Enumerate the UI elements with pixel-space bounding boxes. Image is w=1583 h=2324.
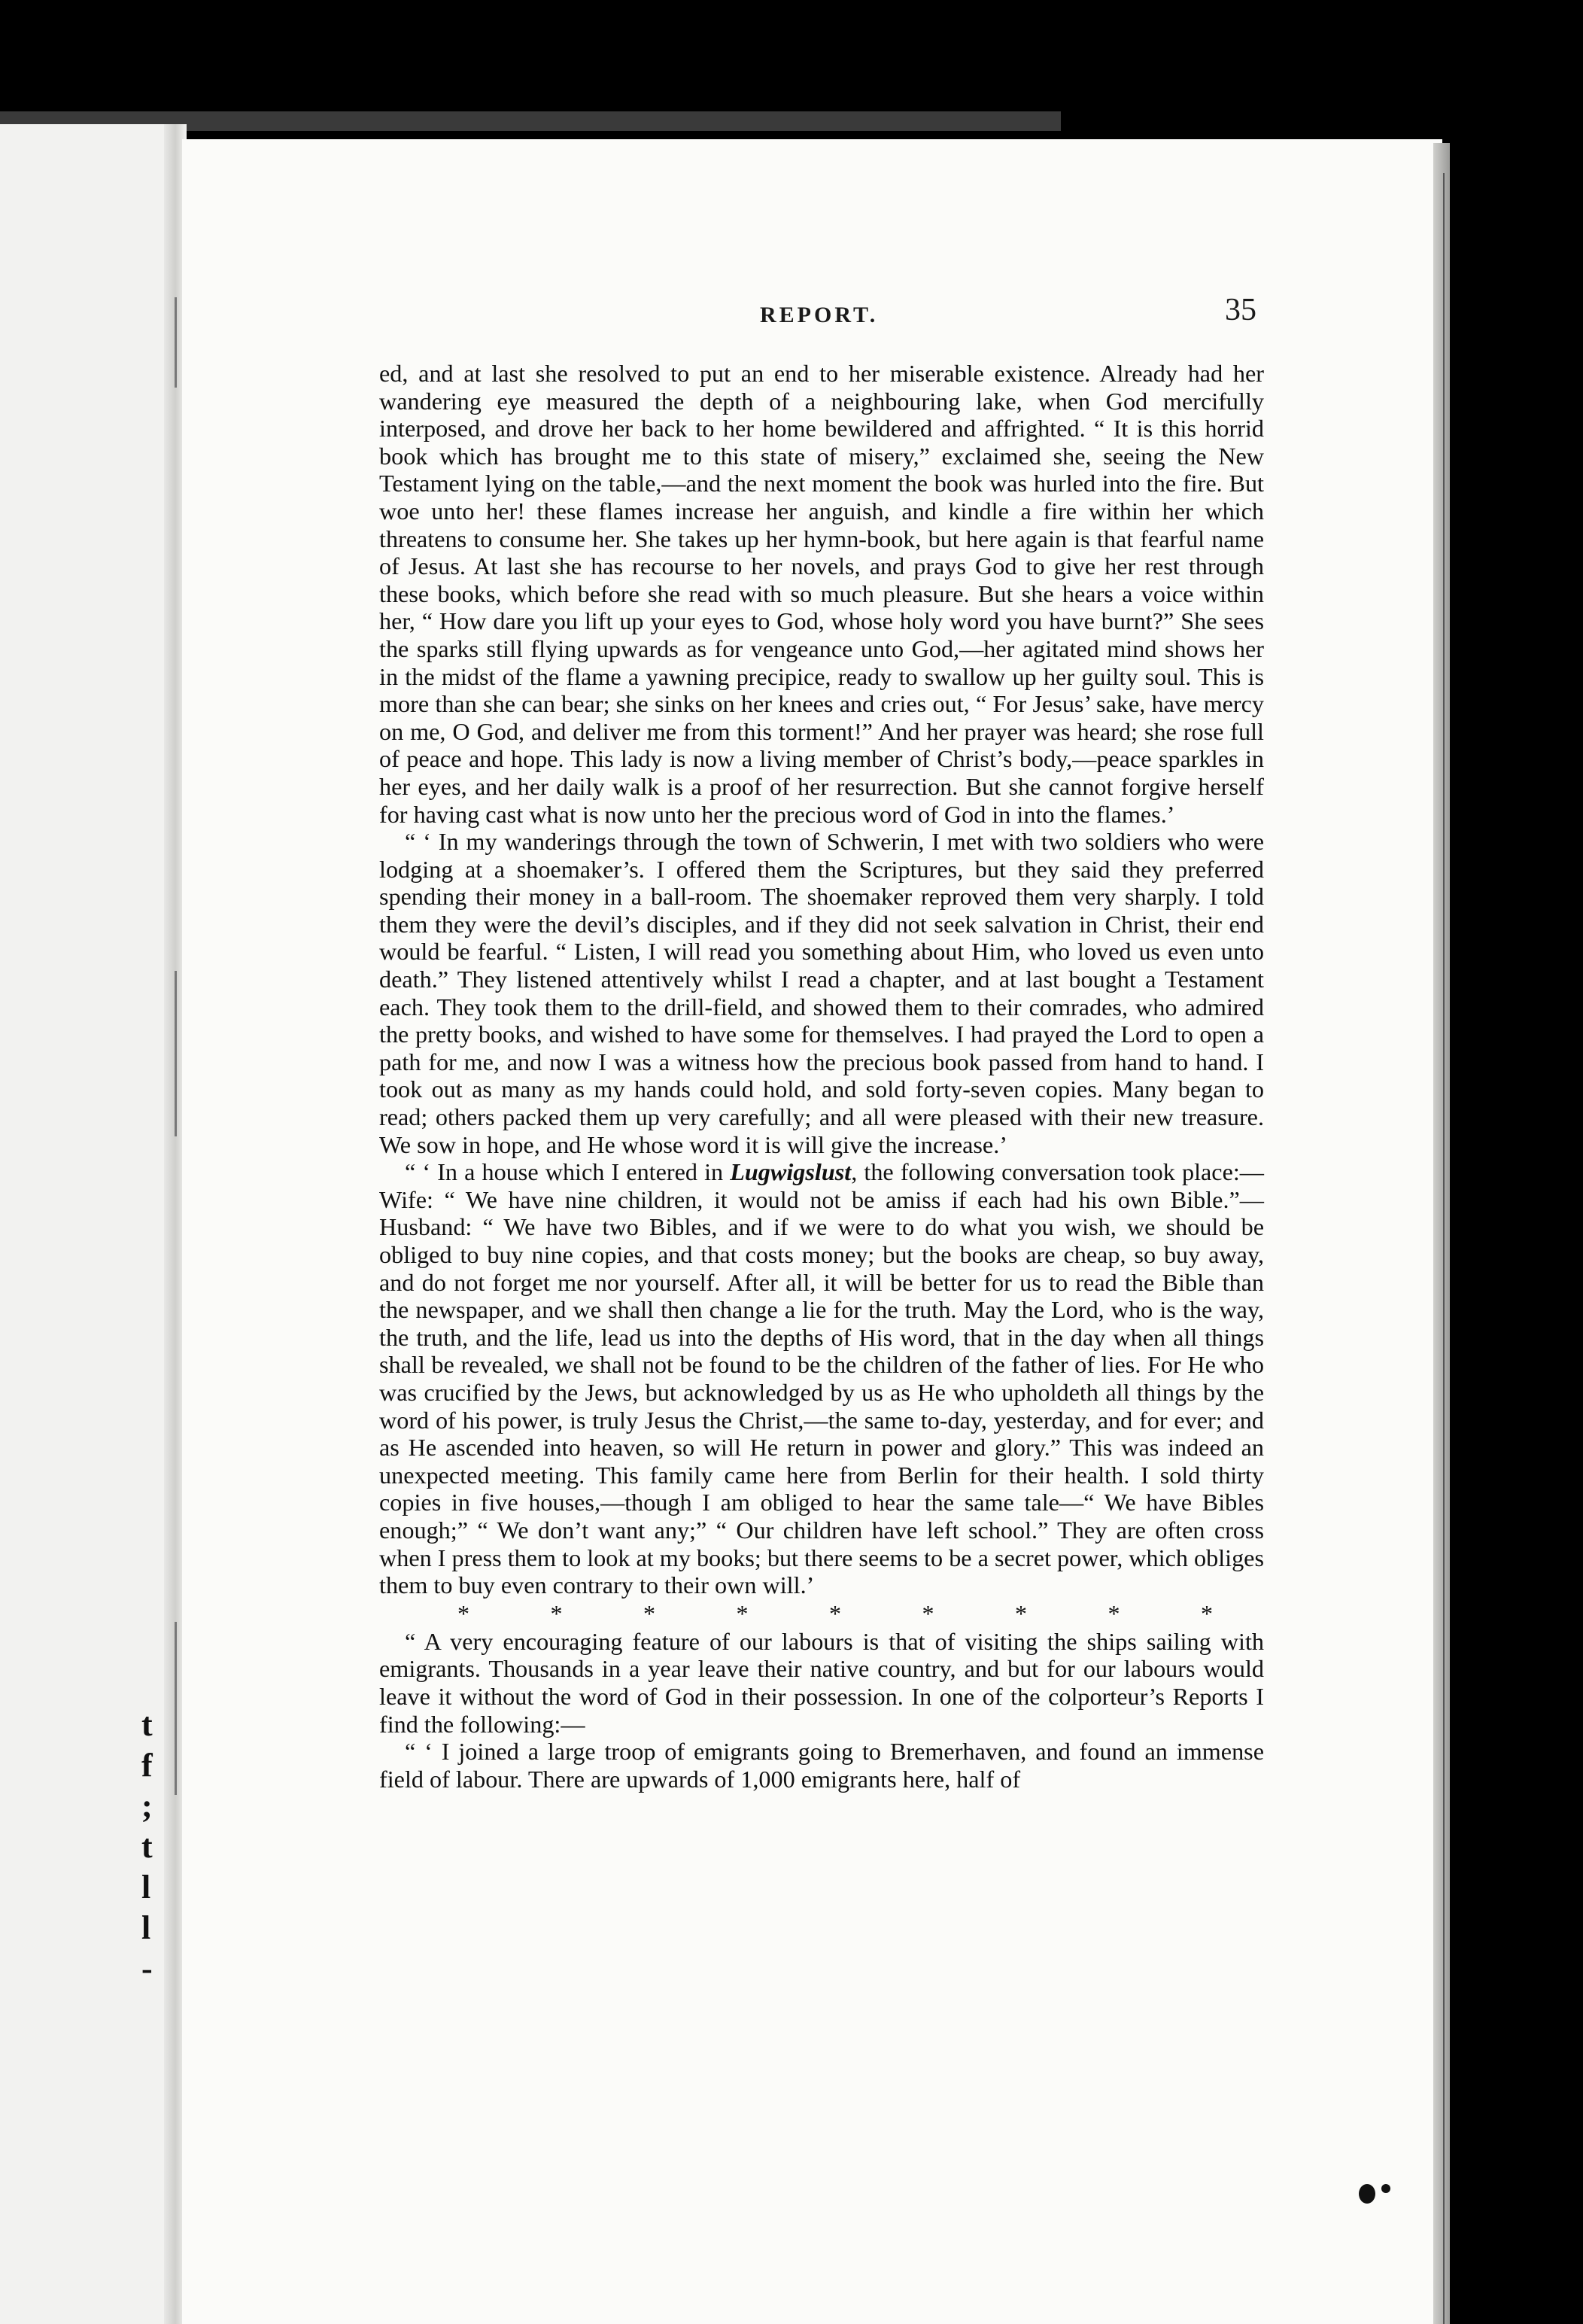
paragraph-text: “ ‘ In a house which I entered in — [405, 1158, 731, 1186]
separator-star: * — [922, 1599, 934, 1627]
page-edge-stack — [1433, 143, 1450, 2324]
paragraph: “ A very encouraging feature of our labours is that of visiting the ships sailing with emigrants. Thousands in a year leave their native country, and but for our labours would leave it without the word of God in their possession. In one of the colporteur’s Reports I find the following:— — [379, 1627, 1264, 1738]
separator-star: * — [736, 1599, 749, 1627]
paragraph: ed, and at last she resolved to put an end to her miserable existence. Already had her wandering eye measured the depth of a neighbouring lake, when God mercifully interposed, and drove her back to her home bewildered and affrighted. “ It is this horrid book which has brought me to this state of misery,” exclaimed she, seeing the New Testament lying on the table,—and the next moment the book was hurled into the fire. But woe unto her! these flames increase her anguish, and kindle a fire within her which threatens to consume her. She takes up her hymn-book, but here again is that fearful name of Jesus. At last she has recourse to her novels, and prays God to give her rest through these books, which before she read with so much pleasure. But she hears a voice within her, “ How dare you lift up your eyes to God, whose holy word you have burnt?” She sees the sparks still flying upwards as for vengeance unto God,—her agitated mind shows her in the midst of the flame a yawning precipice, ready to swallow up her guilty soul. This is more than she can bear; she sinks on her knees and cries out, “ For Jesus’ sake, have mercy on me, O God, and deliver me from this torment!” And her prayer was heard; she rose full of peace and hope. This lady is now a living member of Christ’s body,—peace sparkles in her eyes, and her daily walk is a proof of her resurrection. But she cannot forgive herself for having cast what is now unto her the precious word of God in into the flames.’ — [379, 360, 1264, 828]
separator-star: * — [550, 1599, 563, 1627]
binding-stitch — [175, 297, 177, 388]
binding-stitch — [175, 1622, 177, 1795]
page-number: 35 — [1225, 293, 1256, 327]
section-separator — [379, 1599, 1264, 1628]
ink-blot-marks — [1359, 2184, 1390, 2207]
separator-star: * — [1015, 1599, 1027, 1627]
ink-dot — [1359, 2184, 1375, 2204]
left-page-sliver — [0, 124, 181, 2324]
running-head: REPORT. — [760, 303, 879, 327]
separator-star: * — [643, 1599, 655, 1627]
place-name-italic: Lugwigslust — [730, 1158, 852, 1186]
left-fragment: t — [141, 1828, 153, 1865]
separator-star: * — [1201, 1599, 1213, 1627]
left-fragment: t — [141, 1706, 153, 1743]
binding-stitch — [175, 971, 177, 1136]
separator-star: * — [1107, 1599, 1120, 1627]
left-fragment: f — [141, 1747, 153, 1784]
page-edge-line — [1443, 173, 1445, 2324]
ink-dot — [1381, 2184, 1390, 2193]
paragraph — [379, 1158, 1264, 1599]
left-fragment: - — [141, 1950, 153, 1987]
separator-star: * — [829, 1599, 841, 1627]
left-fragment: l — [141, 1909, 151, 1946]
paragraph: “ ‘ In my wanderings through the town of Schwerin, I met with two soldiers who were lodging at a shoemaker’s. I offered them the Scriptures, but they said they preferred spending their money in a ball-room. The shoemaker reproved them very sharply. I told them they were the devil’s disciples, and if they did not seek salvation in Christ, their end would be fearful. “ Listen, I will read you something about Him, who loved us even unto death.” They listened attentively whilst I read a chapter, and at last bought a Testament each. They took them to the drill-field, and showed them to their comrades, who admired the pretty books, and wished to have some for themselves. I had prayed the Lord to open a path for me, and now I was a witness how the precious book passed from hand to hand. I took out as many as my hands could hold, and sold forty-seven copies. Many began to read; others packed them up very carefully; and all were pleased with their new treasure. We sow in hope, and He whose word it is will give the increase.’ — [379, 828, 1264, 1158]
separator-star: * — [457, 1599, 469, 1627]
paragraph-text: , the following conversation took place:—Wife: “ We have nine children, it would not be amiss if each had his own Bible.”—Husband: “ We have two Bibles, and if we were to do what you wish, we should be obliged to buy nine copies, and that costs money; but the books are cheap, so buy away, and do not forget me nor yourself. After all, it will be better for us to read the Bible than the newspaper, and we shall then change a lie for the truth. May the Lord, who is the way, the truth, and the life, lead us into the depths of His word, that in the day when all things shall be revealed, we shall not be found to be the children of the father of lies. For He who was crucified by the Jews, but acknowledged by us as He who upholdeth all things by the word of his power, is truly Jesus the Christ,—the same to-day, yesterday, and for ever; and as He ascended into heaven, so will He return in power and glory.” This was indeed an unexpected meeting. This family came here from Berlin for their health. I sold thirty copies in five houses,—though I am obliged to hear the same tale—“ We have Bibles enough;” “ We don’t want any;” “ Our children have left school.” They are often cross when I press them to look at my books; but there seems to be a secret power, which obliges them to buy even contrary to their own will.’ — [379, 1158, 1264, 1599]
body-text — [379, 360, 1264, 1793]
paragraph: “ ‘ I joined a large troop of emigrants going to Bremerhaven, and found an immense field of labour. There are upwards of 1,000 emigrants here, half of — [379, 1738, 1264, 1793]
left-fragment: ; — [141, 1787, 153, 1824]
left-fragment: l — [141, 1869, 151, 1906]
